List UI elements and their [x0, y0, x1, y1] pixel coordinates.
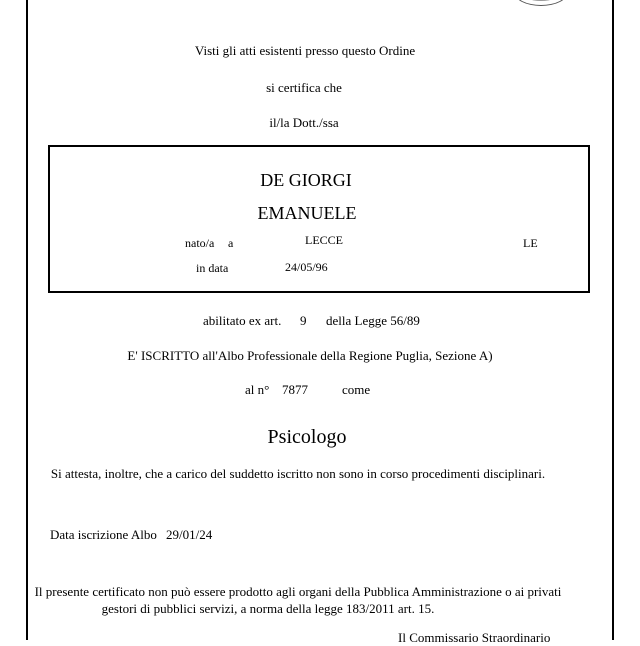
registration-date: 29/01/24 — [166, 527, 213, 542]
attestation-line: Si attesta, inoltre, che a carico del suddetto iscritto non sono in corso procedimenti disciplinari. — [50, 466, 546, 481]
register-number: 7877 — [282, 382, 308, 397]
born-province: LE — [523, 236, 538, 250]
seal-stamp — [514, 0, 568, 6]
iscritto-line: E' ISCRITTO all'Albo Professionale della Regione Puglia, Sezione A) — [127, 348, 493, 363]
birth-date: 24/05/96 — [285, 260, 328, 274]
born-prep: a — [228, 236, 234, 250]
first-name: EMANUELE — [257, 203, 357, 223]
date-label: in data — [196, 261, 229, 275]
certifica-line: si certifica che — [266, 80, 342, 95]
dottssa-line: il/la Dott./ssa — [269, 115, 339, 130]
notice-line-1: Il presente certificato non può essere prodotto agli organi della Pubblica Amministrazione o ai privati — [34, 584, 562, 599]
page-right-edge — [612, 0, 614, 640]
visti-line: Visti gli atti esistenti presso questo Ordine — [194, 43, 416, 58]
signature-label: Il Commissario Straordinario — [398, 630, 551, 645]
surname: DE GIORGI — [260, 170, 352, 190]
abilitato-label: abilitato ex art. — [203, 313, 282, 328]
number-label: al n° — [245, 382, 270, 397]
page-left-edge — [26, 0, 28, 640]
born-label: nato/a — [185, 236, 215, 250]
legge-label: della Legge 56/89 — [326, 313, 420, 328]
profession-title: Psicologo — [267, 426, 347, 448]
born-city: LECCE — [305, 233, 343, 247]
come-label: come — [342, 382, 371, 397]
article-number: 9 — [300, 313, 307, 328]
registration-label: Data iscrizione Albo — [50, 527, 157, 542]
notice-line-2: gestori di pubblici servizi, a norma della legge 183/2011 art. 15. — [101, 601, 435, 616]
